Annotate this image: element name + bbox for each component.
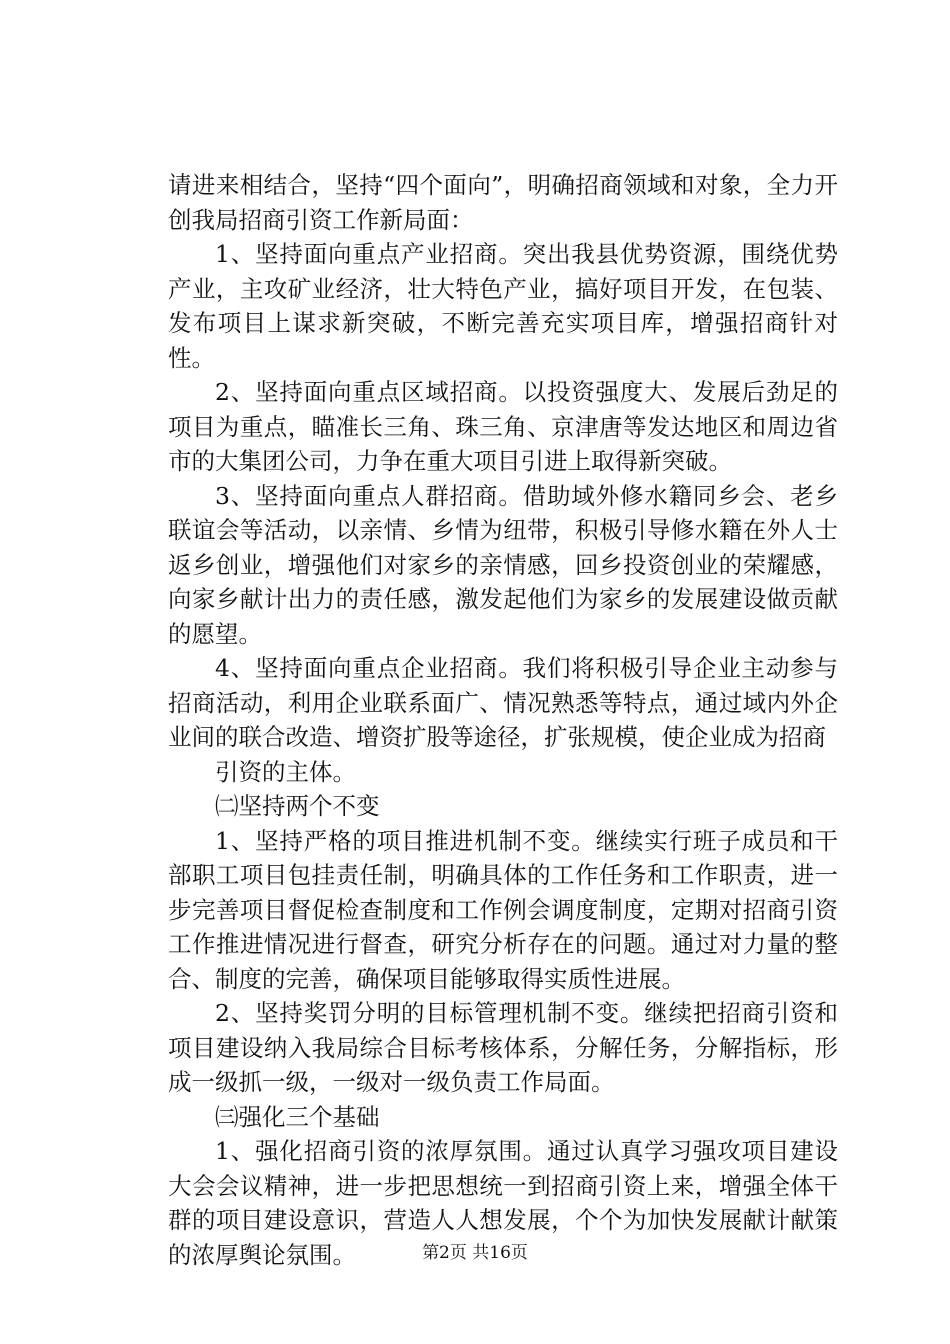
paragraph-continuation: 请进来相结合，坚持“四个面向”，明确招商领域和对象，全力开创我局招商引资工作新局面：	[168, 171, 838, 234]
paragraph-item-2: 2、坚持面向重点区域招商。以投资强度大、发展后劲足的项目为重点，瞄准长三角、珠三角、京津唐等发达地区和周边省市的大集团公司，力争在重大项目引进上取得新突破。	[168, 378, 838, 475]
paragraph-item-1: 1、坚持面向重点产业招商。突出我县优势资源，围绕优势产业，主攻矿业经济，壮大特色产业，搞好项目开发，在包装、发布项目上谋求新突破，不断完善充实项目库，增强招商针对性。	[168, 240, 838, 372]
section-heading-2: ㈡坚持两个不变	[215, 792, 380, 820]
section-heading-3: ㈢强化三个基础	[215, 1102, 380, 1131]
page-footer	[0, 1242, 950, 1264]
paragraph-item-3: 3、坚持面向重点人群招商。借助域外修水籍同乡会、老乡联谊会等活动，以亲情、乡情为纽带，积极引导修水籍在外人士返乡创业，增强他们对家乡的亲情感，回乡投资创业的荣耀感，向家乡献计出力的责任感，激发起他们为家乡的发展建设做贡献的愿望。	[168, 481, 838, 648]
paragraph-section-2-item-1: 1、坚持严格的项目推进机制不变。继续实行班子成员和干部职工项目包挂责任制，明确具体的工作任务和工作职责，进一步完善项目督促检查制度和工作例会调度制度，定期对招商引资工作推进情况进行督查，研究分析存在的问题。通过对力量的整合、制度的完善，确保项目能够取得实质性进展。	[168, 826, 838, 993]
document-body	[168, 168, 838, 1272]
page-number-indicator: 第2页 共16页	[422, 1243, 528, 1263]
paragraph-item-4: 4、坚持面向重点企业招商。我们将积极引导企业主动参与招商活动，利用企业联系面广、情况熟悉等特点，通过域内外企业间的联合改造、增资扩股等途径，扩张规模，使企业成为招商	[168, 654, 838, 751]
paragraph-item-4-continuation: 引资的主体。	[215, 757, 356, 786]
paragraph-section-3-item-1: 1、强化招商引资的浓厚氛围。通过认真学习强攻项目建设大会会议精神，进一步把思想统一到招商引资上来，增强全体干群的项目建设意识，营造人人想发展，个个为加快发展献计献策的浓厚舆论氛围。	[168, 1137, 838, 1269]
paragraph-section-2-item-2: 2、坚持奖罚分明的目标管理机制不变。继续把招商引资和项目建设纳入我局综合目标考核体系，分解任务，分解指标，形成一级抓一级，一级对一级负责工作局面。	[168, 999, 838, 1096]
